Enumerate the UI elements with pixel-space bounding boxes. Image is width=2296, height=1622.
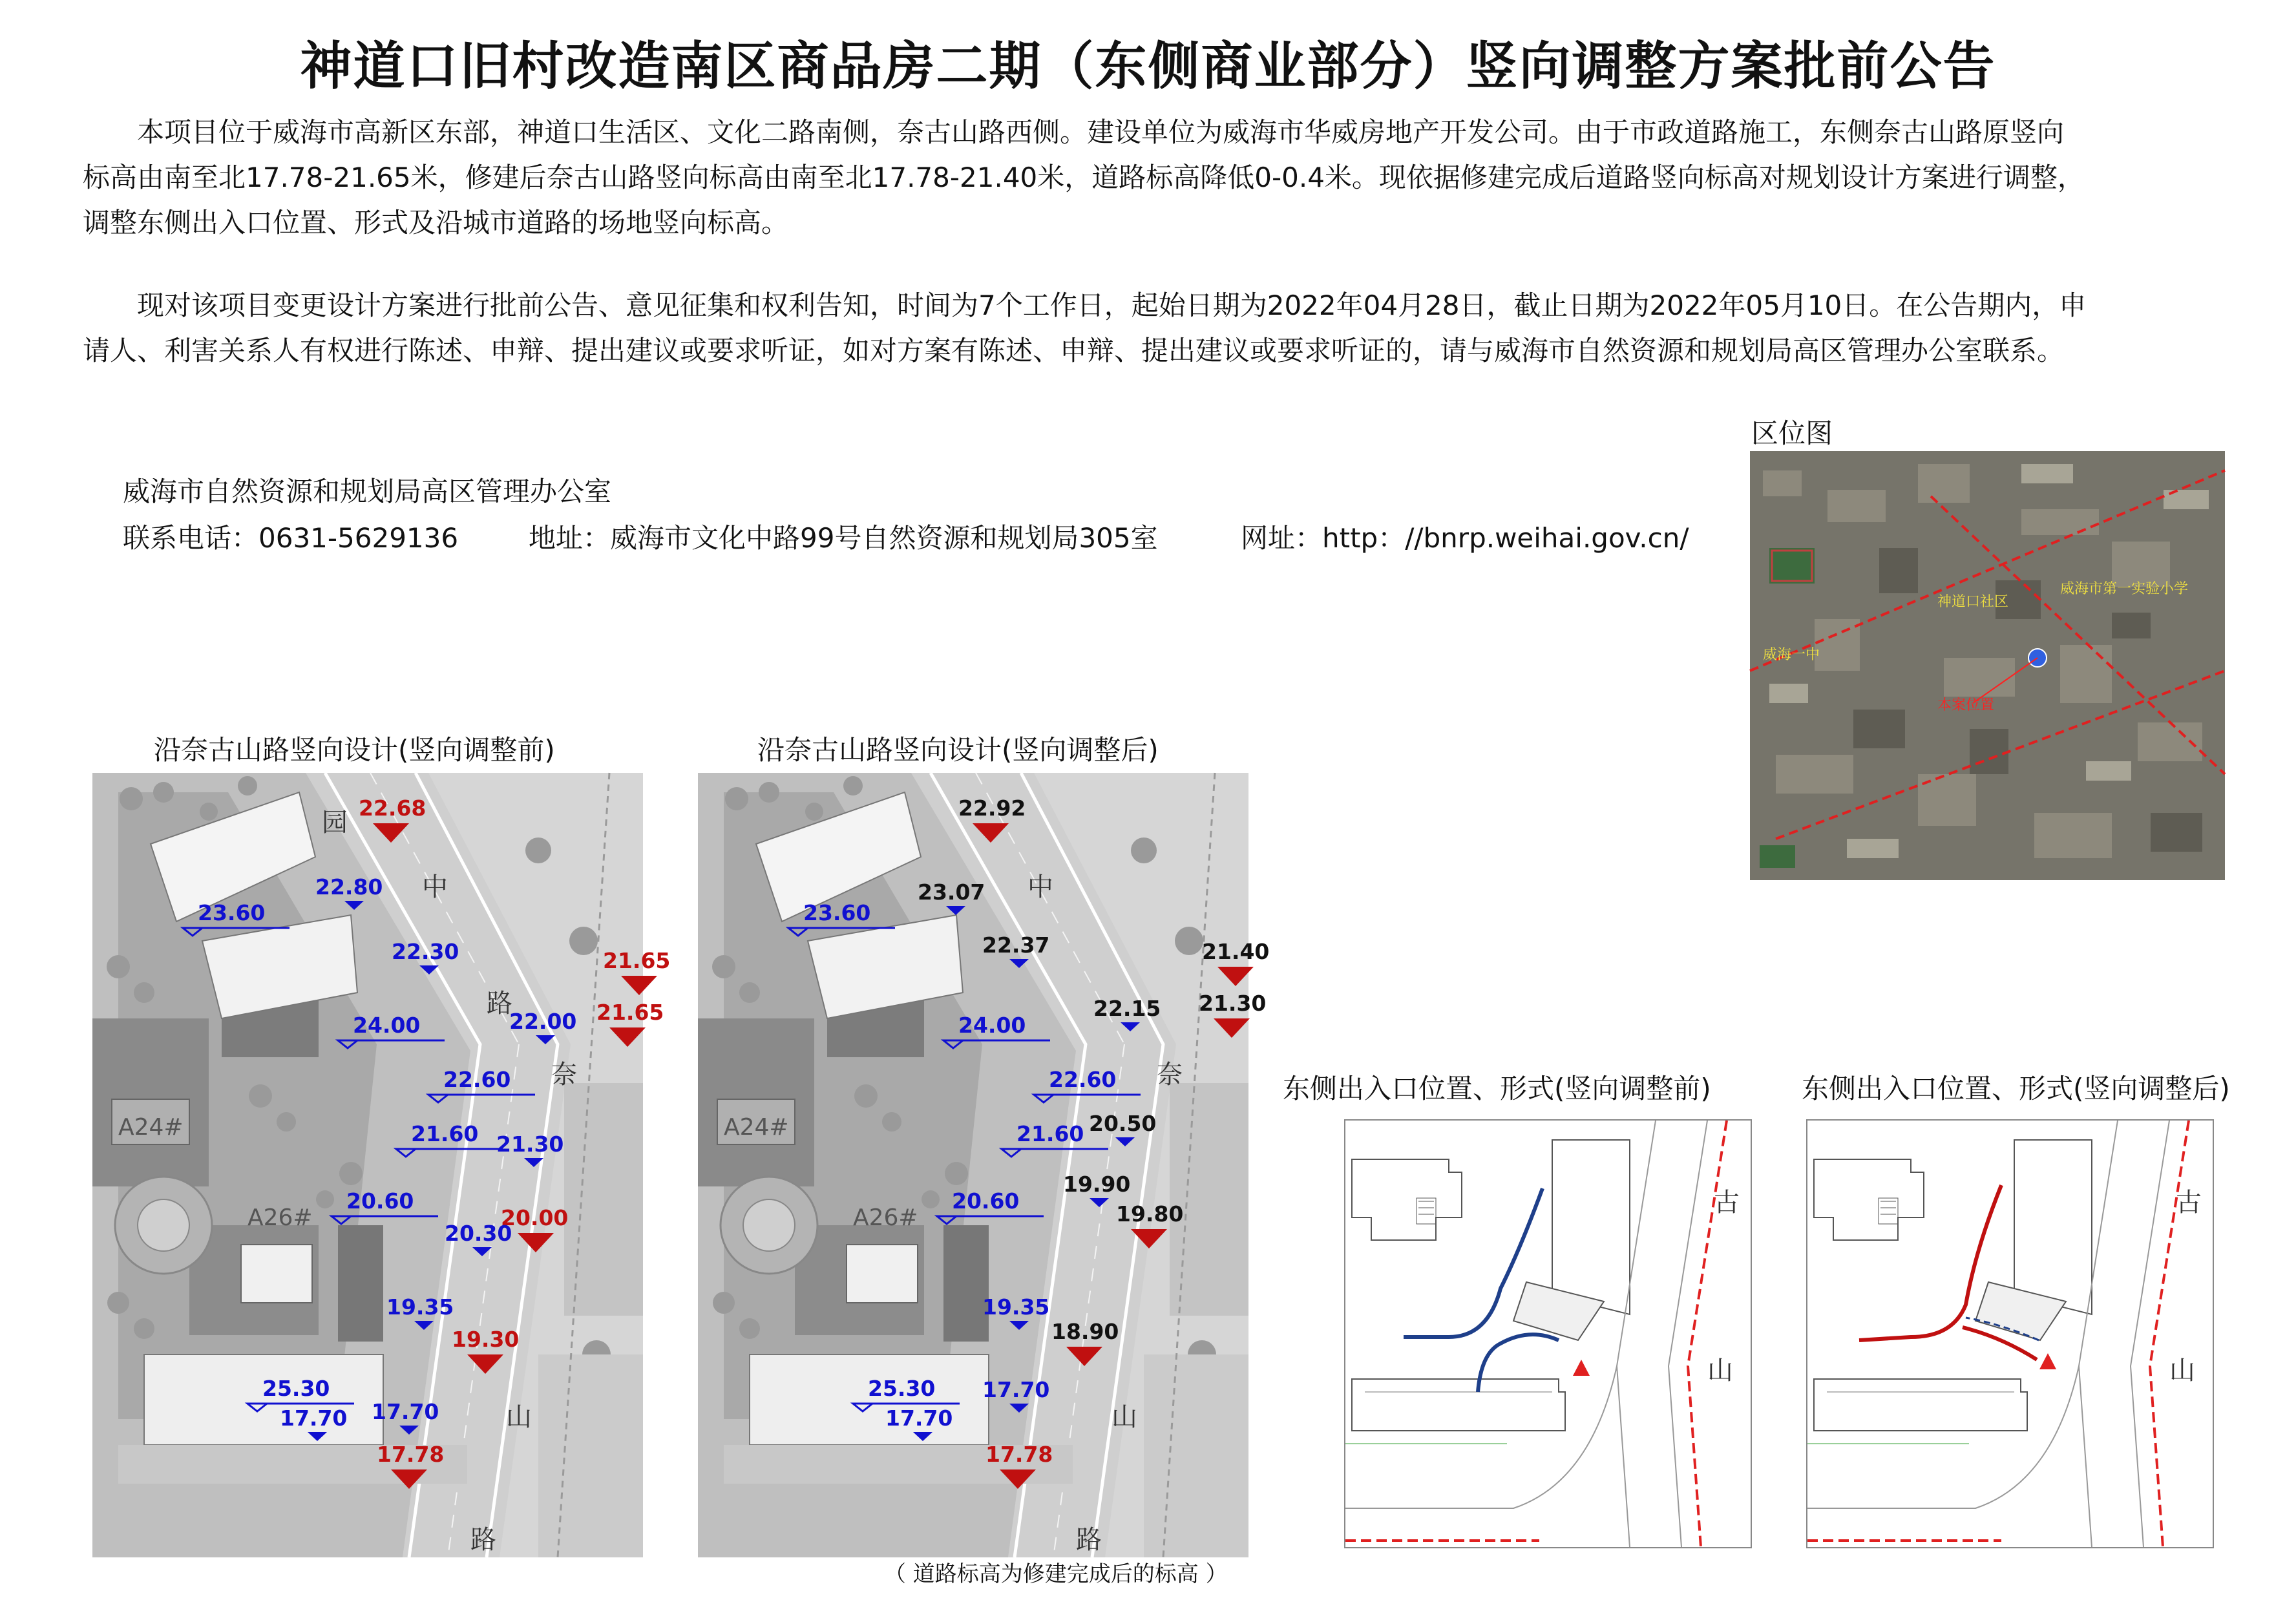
road-char: 山 [1111, 1402, 1137, 1432]
site-elevation-label: 22.00 [509, 1009, 577, 1034]
website-link[interactable]: 网址：http：//bnrp.weihai.gov.cn/ [1241, 522, 1689, 554]
road-elevation-label: 21.30 [1199, 991, 1267, 1016]
road-char: 奈 [1157, 1060, 1183, 1090]
panel-after-title: 沿奈古山路竖向设计(竖向调整后) [757, 734, 1159, 766]
road-char: 园 [322, 808, 348, 837]
road-char: 路 [487, 989, 512, 1018]
site-elevation-label: 22.37 [982, 932, 1050, 958]
road-elevation-label: 20.00 [501, 1205, 569, 1230]
office-name: 威海市自然资源和规划局高区管理办公室 [123, 476, 612, 507]
site-elevation-label: 22.30 [392, 939, 459, 964]
building-label: A26# [853, 1205, 918, 1231]
intro-line-1: 本项目位于威海市高新区东部，神道口生活区、文化二路南侧，奈古山路西侧。建设单位为威海市华威房地产开发公司。由于市政道路施工，东侧奈古山路原竖向 [137, 116, 2065, 148]
platform-elevation-label: 25.30 [262, 1376, 330, 1401]
road-elevation-label: 22.68 [359, 795, 427, 821]
building-label: A24# [118, 1114, 184, 1141]
elevation-note: （ 道路标高为修建完成后的标高 ） [884, 1561, 1228, 1587]
loc-label-site: 本案位置 [1937, 697, 1995, 713]
road-elevation-label: 21.65 [603, 948, 671, 973]
platform-elevation-label: 23.60 [803, 900, 871, 925]
road-char: 古 [2176, 1188, 2202, 1217]
platform-elevation-label: 24.00 [958, 1013, 1026, 1038]
road-elevation-label: 19.80 [1116, 1201, 1184, 1227]
road-elevation-label: 17.78 [377, 1442, 445, 1467]
platform-elevation-label: 20.60 [952, 1188, 1020, 1214]
location-map [1750, 451, 2225, 880]
loc-label-school: 威海一中 [1763, 647, 1820, 663]
notice-paragraph [83, 283, 2260, 374]
site-elevation-label: 23.07 [918, 879, 985, 905]
road-elevation-label: 22.92 [958, 795, 1026, 821]
road-elevation-label: 18.90 [1051, 1319, 1119, 1344]
phone-number: 联系电话：0631-5629136 [123, 522, 459, 554]
building-label: A26# [248, 1205, 313, 1231]
intro-line-2: 标高由南至北17.78-21.65米，修建后奈古山路竖向标高由南至北17.78-21.40米，道路标高降低0-0.4米。现依据修建完成后道路竖向标高对规划设计方案进行调整， [83, 162, 2085, 193]
loc-label-area: 神道口社区 [1937, 594, 2009, 610]
platform-elevation-label: 24.00 [353, 1013, 421, 1038]
location-map-title: 区位图 [1751, 417, 1833, 449]
site-elevation-label: 21.30 [496, 1132, 564, 1157]
road-char: 山 [506, 1402, 532, 1432]
vertical-design-before-map [92, 773, 671, 1557]
page-title: 神道口旧村改造南区商品房二期（东侧商业部分）竖向调整方案批前公告 [300, 36, 1996, 96]
entrance-after-diagram [1806, 1119, 2214, 1548]
platform-elevation-label: 22.60 [443, 1067, 511, 1092]
entrance-after-title: 东侧出入口位置、形式(竖向调整后) [1802, 1073, 2230, 1104]
platform-elevation-label: 21.60 [1016, 1121, 1084, 1146]
notice-line-2: 请人、利害关系人有权进行陈述、申辩、提出建议或要求听证，如对方案有陈述、申辩、提出建议或要求听证的，请与威海市自然资源和规划局高区管理办公室联系。 [83, 335, 2065, 366]
platform-elevation-label: 22.60 [1049, 1067, 1117, 1092]
road-elevation-label: 21.40 [1202, 939, 1270, 964]
office-address: 地址：威海市文化中路99号自然资源和规划局305室 [529, 522, 1158, 554]
road-char: 奈 [551, 1060, 577, 1090]
road-char: 路 [470, 1525, 496, 1555]
site-elevation-label: 19.90 [1063, 1172, 1131, 1197]
panel-before-title: 沿奈古山路竖向设计(竖向调整前) [154, 734, 555, 766]
notice-line-1: 现对该项目变更设计方案进行批前公告、意见征集和权利告知，时间为7个工作日，起始日期为2022年04月28日，截止日期为2022年05月10日。在公告期内，申 [137, 290, 2087, 321]
site-elevation-label: 20.50 [1089, 1111, 1157, 1136]
platform-elevation-label: 20.60 [346, 1188, 414, 1214]
site-elevation-label: 19.35 [386, 1294, 454, 1320]
site-elevation-label: 17.70 [885, 1406, 953, 1431]
site-elevation-label: 17.70 [982, 1377, 1050, 1402]
entrance-before-title: 东侧出入口位置、形式(竖向调整前) [1283, 1073, 1711, 1104]
vertical-design-after-map [698, 773, 1270, 1557]
platform-elevation-label: 25.30 [868, 1376, 936, 1401]
platform-elevation-label: 23.60 [198, 900, 266, 925]
site-elevation-label: 22.15 [1093, 996, 1161, 1021]
road-char: 山 [2169, 1356, 2195, 1385]
intro-paragraph [83, 110, 2260, 246]
site-elevation-label: 20.30 [445, 1221, 512, 1246]
road-char: 中 [1027, 872, 1053, 902]
road-char: 山 [1707, 1356, 1733, 1385]
road-elevation-label: 19.30 [452, 1327, 520, 1352]
site-elevation-label: 17.70 [372, 1399, 439, 1424]
road-elevation-label: 21.65 [596, 1000, 664, 1025]
road-char: 路 [1076, 1525, 1102, 1555]
building-label: A24# [724, 1114, 789, 1141]
site-elevation-label: 17.70 [280, 1406, 348, 1431]
site-elevation-label: 19.35 [982, 1294, 1050, 1320]
road-elevation-label: 17.78 [985, 1442, 1053, 1467]
platform-elevation-label: 21.60 [411, 1121, 479, 1146]
intro-line-3: 调整东侧出入口位置、形式及沿城市道路的场地竖向标高。 [83, 207, 789, 238]
road-char: 古 [1714, 1188, 1740, 1217]
road-char: 中 [422, 872, 448, 902]
entrance-before-diagram [1344, 1119, 1752, 1548]
site-elevation-label: 22.80 [315, 874, 383, 900]
loc-label-road: 威海市第一实验小学 [2060, 581, 2189, 597]
